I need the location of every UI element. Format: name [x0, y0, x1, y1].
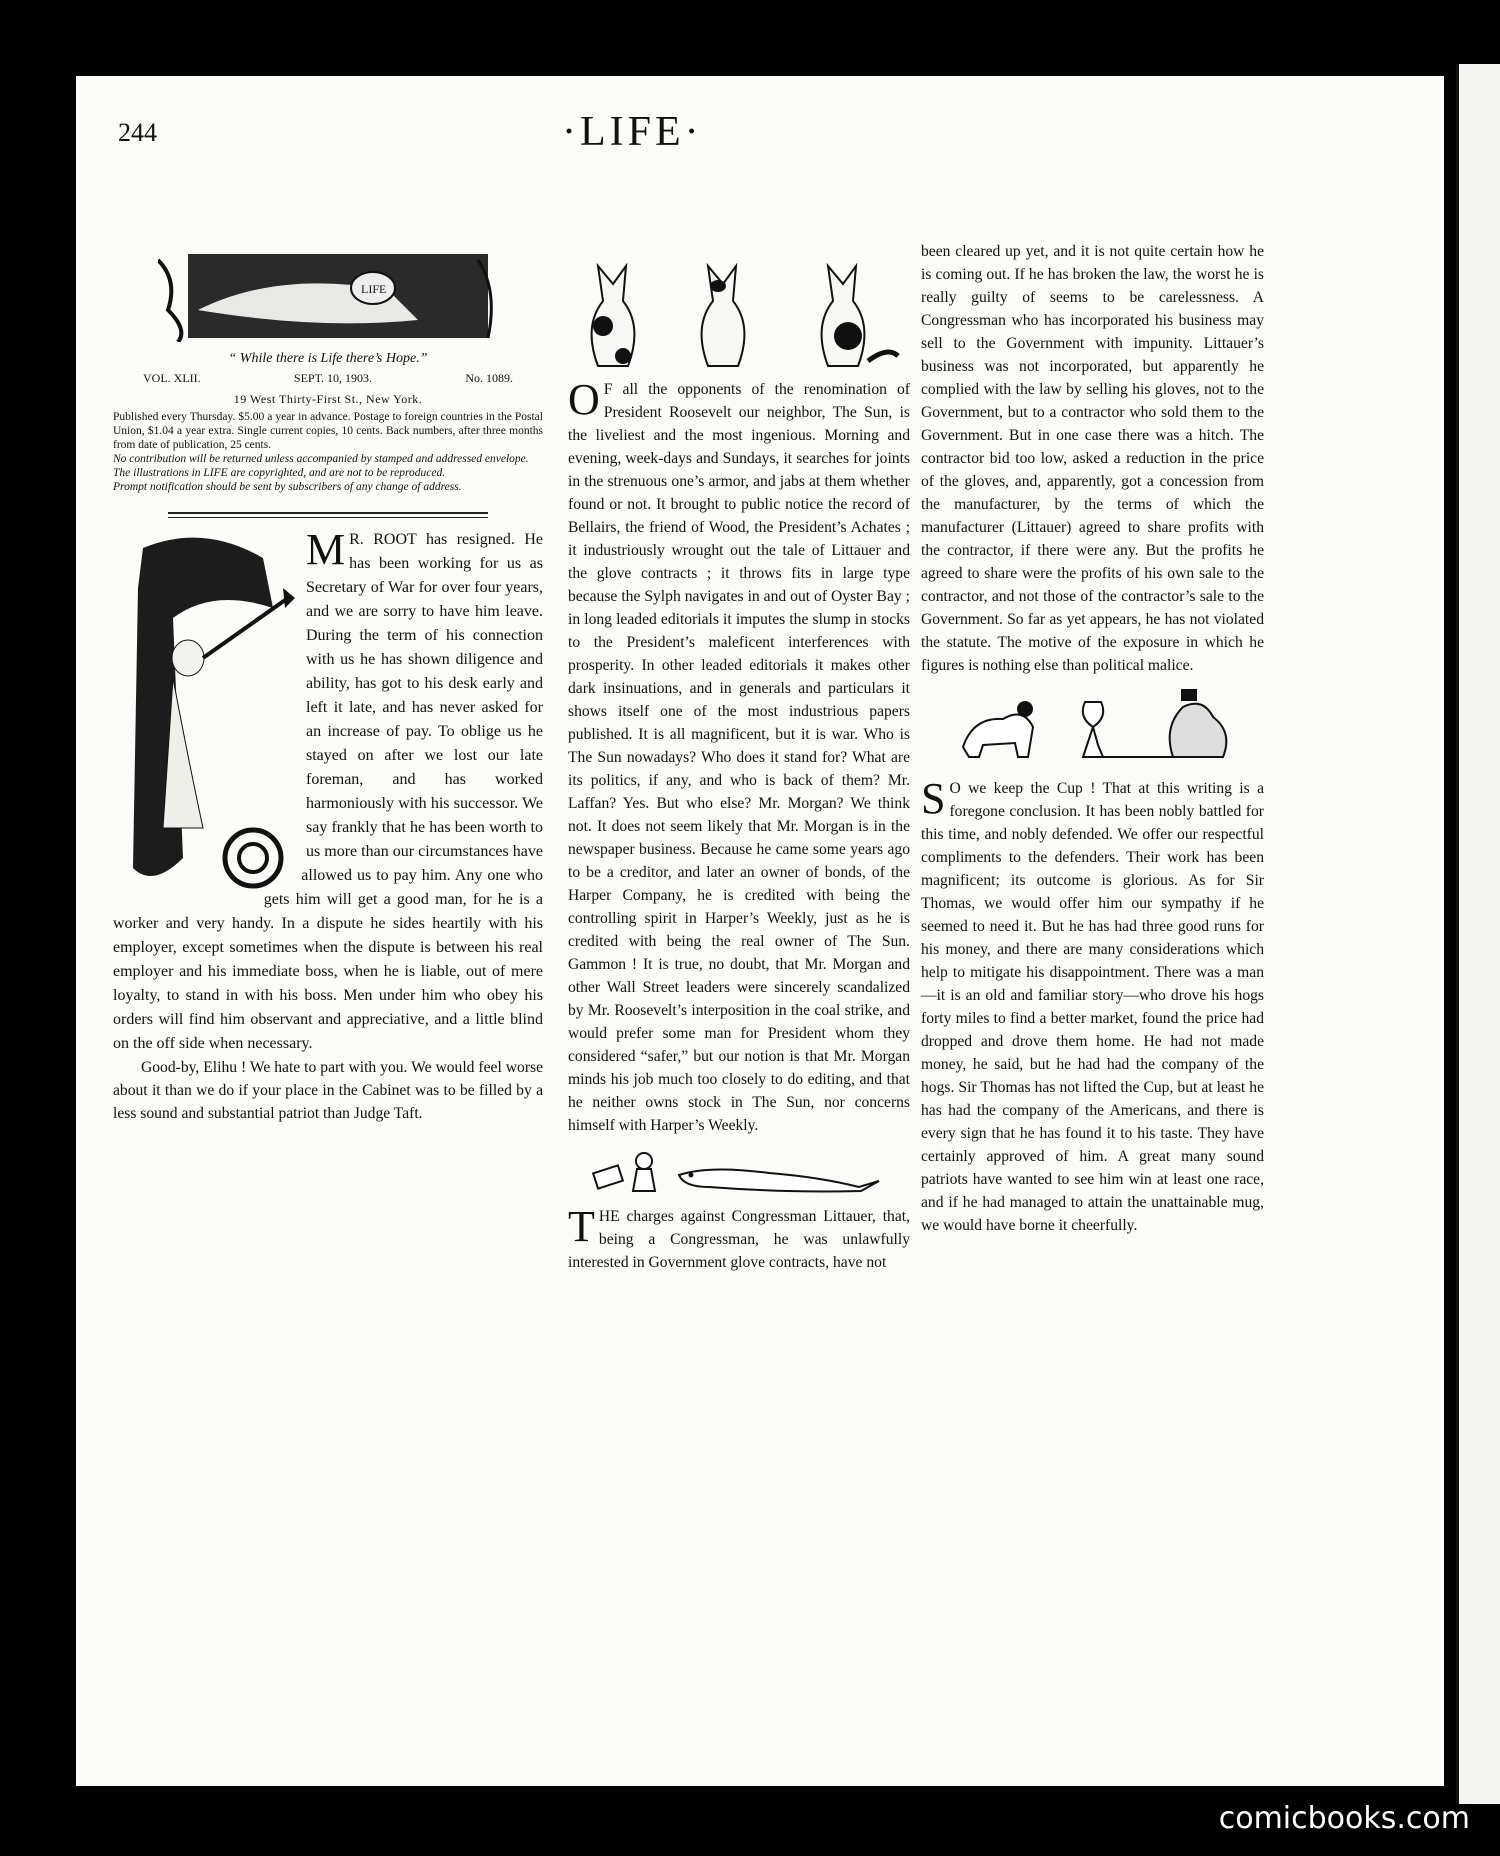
watermark: comicbooks.com [1218, 1801, 1470, 1836]
littauer-text: HE charges against Congressman Littauer, that, being a Congressman, he was unlawfully interested in Government glove contracts, have not [568, 1208, 910, 1271]
cup-paragraph [921, 774, 1264, 1237]
subscription-info: Published every Thursday. $5.00 a year in advance. Postage to foreign countries in the Postal Union, $1.04 a year extra. Single current copies, 10 cents. Back numbers, after three months from date of publication, 25 cents. [113, 411, 543, 451]
masthead-title: ·LIFE· [562, 109, 703, 155]
drop-cap-m: M [306, 525, 346, 574]
section-rule-thin [168, 517, 488, 518]
publisher-address: 19 West Thirty-First St., New York. [233, 392, 423, 406]
drop-cap-o: O [568, 375, 600, 424]
lion-cup-eagle-illustration [943, 687, 1243, 767]
volume: VOL. XLII. [143, 371, 201, 385]
section-rule [168, 512, 488, 514]
volume-line [113, 368, 543, 388]
drop-cap-t: T [568, 1202, 595, 1251]
svg-text:LIFE: LIFE [361, 282, 387, 296]
cup-text: O we keep the Cup ! That at this writing is a foregone conclusion. It has been nobly battled for this time, and nobly defended. We offer our respectful compliments to the defenders. Their work has been magnificent; its outcome is glorious. As for Sir Thomas, we would offer him our sympathy if he seemed to need it. But he has had three good runs for his money, and there are many considerations which help to mitigate his disappointment. There was a man—it is an old and familiar story—who drove his hogs forty miles to find a better market, found the price had dropped and drove them home. He had not made money, he said, but he had had the company of the hogs. Sir Thomas has not lifted the Cup, but at least he has had the company of the Americans, and there is every sign that he has found it to his taste. They have certainly approved of him. A great many sound patriots have wanted to see him win at least one race, and if he had managed to attain the unattainable mug, we would have borne it cheerfully. [921, 780, 1264, 1234]
angel-initial-illustration [113, 528, 298, 898]
goodby-paragraph: Good-by, Elihu ! We hate to part with you. We would feel worse about it than we do if your place in the Cabinet was to be filled by a less sound and substantial patriot than Judge Taft. [113, 1059, 543, 1122]
copyright-notice: The illustrations in LIFE are copyrighted, and are not to be reproduced. [113, 467, 446, 479]
drop-cap-s: S [921, 774, 946, 823]
motto: “ While there is Life there’s Hope.” [228, 351, 428, 366]
page-number: 244 [118, 118, 157, 147]
address-notice: Prompt notification should be sent by subscribers of any change of address. [113, 481, 462, 493]
root-text: R. ROOT has resigned. He has been working for us as Secretary of War for over four years, and we are sorry to have him leave. During the term of his connection with us he has shown diligence and ability, has got to his desk early and left it late, and has never asked for an increase of pay. To oblige us he stayed on after we lost our late foreman, and has worked harmoniously with his successor. We say frankly that he has been worth to us more than our circumstances have allowed us to pay him. Any one who gets him will get a good man, for he is a worker and very handy. In a dispute he sides heartily with his employer, except sometimes when the dispute is between his real employer and his immediate boss, when he is liable, out of mere loyalty, to stand in with his boss. Men under him who obey his orders will find him observant and appreciative, and a little blind on the off side when necessary. [113, 531, 543, 1052]
sun-text: F all the opponents of the renomination of President Roosevelt our neighbor, The Sun, is the liveliest and the most ingenious. Morning and evening, week-days and Sundays, it searches for joints in the strenuous one’s armor, and jabs at them whether found or not. It brought to public notice the record of Bellairs, the friend of Wood, the President’s Achates ; it industriously wrought out the tale of Littauer and the glove contracts ; it throws fits in large type because the Sylph navigates in and out of Oyster Bay ; in long leaded editorials it imputes the slump in stocks to the President’s maleficent interferences with prosperity. In other leaded editorials it makes other dark insinuations, and in generals and particulars it shows itself one of the most industrious papers published. It is all magnificent, but it is war. Who is The Sun nowadays? Who does it stand for? What are its politics, if any, and who is back of them? Mr. Laffan? Yes. But who else? Mr. Morgan? We think not. It does not seem likely that Mr. Morgan is in the newspaper business. Because he came some years ago to be a creditor, and later an owner of bonds, of the Harper Company, he is credited with being the controlling spirit in Harper’s Weekly, just as he is credited with being the real owner of The Sun. Gammon ! It is true, no doubt, that Mr. Morgan and other Wall Street leaders were sincerely scandalized by Mr. Roosevelt’s interposition in the coal strike, and would prefer some man for President whom they considered “safer,” but our notion is that Mr. Morgan minds his job much too closely to do editing, and that he neither owns stock in The Sun, nor concerns himself with Harper’s Weekly. [568, 381, 910, 1134]
issue-date: SEPT. 10, 1903. [293, 371, 373, 385]
adjacent-page-edge [1456, 64, 1500, 1804]
three-cats-illustration [568, 256, 910, 368]
crocodile-illustration [589, 1147, 889, 1195]
sun-paragraph [568, 375, 910, 1137]
column-2 [568, 250, 910, 1274]
littauer-continued: been cleared up yet, and it is not quite certain how he is coming out. If he has broken the law, the worst he is really guilty of seems to be carelessness. A Congressman who has incorporated his business may sell to the Government with impunity. Littauer’s business was not incorporated, but apparently he complied with the law by selling his gloves, not to the Government, but to a contractor who sold them to the Government. But in one case there was a hitch. The contractor bid too low, asked a reduction in the price of the gloves, and, apparently, got a concession from the manufacturer, by the terms of which the manufacturer (Littauer) agreed to share profits with the contractor, if there were any. But the profits he agreed to share were the profits of his own sale to the contractor, and not those of the contractor’s sale to the Government. So far as yet appears, he has not violated the statute. The motive of the exposure in which he figures is nothing else than political malice. [921, 243, 1264, 674]
column-1 [113, 250, 543, 1125]
littauer-paragraph [568, 1202, 910, 1274]
column-3 [921, 240, 1264, 1237]
root-article [113, 525, 543, 1125]
contribution-notice: No contribution will be returned unless accompanied by stamped and addressed envelope. [113, 453, 529, 465]
issue-number: No. 1089. [465, 371, 513, 385]
header-illustration [158, 250, 498, 342]
